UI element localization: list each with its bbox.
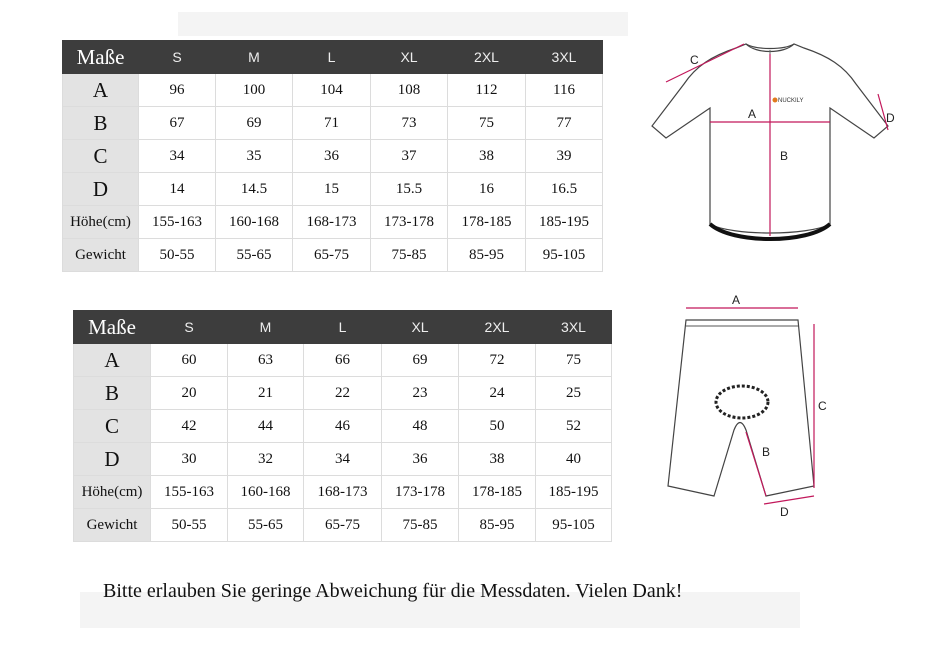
shorts-cell: 155-163: [151, 476, 228, 509]
jersey-row: [63, 239, 603, 272]
jersey-label-c: C: [690, 53, 699, 67]
jersey-size-l: L: [293, 41, 371, 74]
shorts-label-c: C: [818, 399, 827, 413]
shorts-cell: 95-105: [536, 509, 612, 542]
jersey-cell: 77: [526, 107, 603, 140]
jersey-cell: 95-105: [526, 239, 603, 272]
shorts-cell: 30: [151, 443, 228, 476]
shorts-cell: 173-178: [382, 476, 459, 509]
shorts-size-3xl: 3XL: [536, 311, 612, 344]
shorts-cell: 48: [382, 410, 459, 443]
jersey-label-d: D: [886, 111, 895, 125]
jersey-measure-lines: [666, 44, 888, 236]
jersey-cell: 16: [448, 173, 526, 206]
shorts-cell: 50: [459, 410, 536, 443]
jersey-cell: 15: [293, 173, 371, 206]
shorts-cell: 52: [536, 410, 612, 443]
jersey-row: [63, 107, 603, 140]
jersey-cell: 85-95: [448, 239, 526, 272]
shorts-size-xl: XL: [382, 311, 459, 344]
shorts-size-table: [73, 310, 612, 542]
jersey-row: [63, 140, 603, 173]
top-shade: [178, 12, 628, 36]
jersey-row-label: A: [63, 74, 139, 107]
shorts-cell: 21: [228, 377, 304, 410]
jersey-row-label: D: [63, 173, 139, 206]
shorts-measure-lines: [686, 308, 814, 504]
jersey-row-label: Gewicht: [63, 239, 139, 272]
shorts-row: [74, 410, 612, 443]
shorts-cell: 65-75: [304, 509, 382, 542]
jersey-cell: 160-168: [216, 206, 293, 239]
jersey-cell: 116: [526, 74, 603, 107]
shorts-row-label: A: [74, 344, 151, 377]
jersey-cell: 108: [371, 74, 448, 107]
jersey-row: [63, 206, 603, 239]
shorts-cell: 75: [536, 344, 612, 377]
jersey-row-label: Höhe(cm): [63, 206, 139, 239]
shorts-table-body: [74, 344, 612, 542]
shorts-header-row: [74, 311, 612, 344]
jersey-cell: 173-178: [371, 206, 448, 239]
shorts-corner-label: Maße: [74, 311, 151, 344]
jersey-size-3xl: 3XL: [526, 41, 603, 74]
jersey-header-row: [63, 41, 603, 74]
jersey-size-2xl: 2XL: [448, 41, 526, 74]
jersey-row: [63, 173, 603, 206]
jersey-cell: 75-85: [371, 239, 448, 272]
jersey-cell: 71: [293, 107, 371, 140]
shorts-row-label: Höhe(cm): [74, 476, 151, 509]
shorts-cell: 36: [382, 443, 459, 476]
shorts-cell: 22: [304, 377, 382, 410]
shorts-cell: 32: [228, 443, 304, 476]
shorts-cell: 25: [536, 377, 612, 410]
jersey-label-b: B: [780, 149, 789, 163]
shorts-size-l: L: [304, 311, 382, 344]
shorts-cell: 20: [151, 377, 228, 410]
shorts-cell: 50-55: [151, 509, 228, 542]
shorts-diagram: [662, 290, 852, 520]
jersey-cell: 14: [139, 173, 216, 206]
shorts-cell: 40: [536, 443, 612, 476]
shorts-label-d: D: [780, 505, 789, 519]
jersey-cell: 16.5: [526, 173, 603, 206]
jersey-row-label: B: [63, 107, 139, 140]
shorts-row: [74, 443, 612, 476]
shorts-cell: 72: [459, 344, 536, 377]
shorts-cell: 44: [228, 410, 304, 443]
shorts-outline: [668, 320, 814, 496]
jersey-row: [63, 74, 603, 107]
shorts-cell: 60: [151, 344, 228, 377]
shorts-cell: 63: [228, 344, 304, 377]
jersey-cell: 75: [448, 107, 526, 140]
jersey-cell: 36: [293, 140, 371, 173]
jersey-cell: 55-65: [216, 239, 293, 272]
shorts-cell: 85-95: [459, 509, 536, 542]
shorts-cell: 38: [459, 443, 536, 476]
shorts-cell: 178-185: [459, 476, 536, 509]
shorts-row: [74, 476, 612, 509]
jersey-label-a: A: [748, 107, 757, 121]
shorts-row-label: Gewicht: [74, 509, 151, 542]
jersey-cell: 155-163: [139, 206, 216, 239]
jersey-cell: 15.5: [371, 173, 448, 206]
shorts-cell: 66: [304, 344, 382, 377]
jersey-cell: 37: [371, 140, 448, 173]
measurement-note: Bitte erlauben Sie geringe Abweichung für die Messdaten. Vielen Dank!: [103, 580, 683, 602]
jersey-diagram: [648, 30, 908, 260]
shorts-cell: 185-195: [536, 476, 612, 509]
shorts-cell: 46: [304, 410, 382, 443]
jersey-cell: 35: [216, 140, 293, 173]
jersey-cell: 65-75: [293, 239, 371, 272]
jersey-size-m: M: [216, 41, 293, 74]
jersey-cell: 50-55: [139, 239, 216, 272]
jersey-size-table: [62, 40, 603, 272]
jersey-cell: 39: [526, 140, 603, 173]
jersey-cell: 112: [448, 74, 526, 107]
jersey-cell: 185-195: [526, 206, 603, 239]
jersey-cell: 100: [216, 74, 293, 107]
shorts-cell: 75-85: [382, 509, 459, 542]
shorts-label-a: A: [732, 293, 741, 307]
jersey-size-s: S: [139, 41, 216, 74]
jersey-cell: 178-185: [448, 206, 526, 239]
shorts-cell: 34: [304, 443, 382, 476]
jersey-cell: 73: [371, 107, 448, 140]
shorts-size-2xl: 2XL: [459, 311, 536, 344]
jersey-cell: 67: [139, 107, 216, 140]
jersey-cell: 104: [293, 74, 371, 107]
jersey-corner-label: Maße: [63, 41, 139, 74]
shorts-cell: 55-65: [228, 509, 304, 542]
shorts-cell: 42: [151, 410, 228, 443]
shorts-row-label: D: [74, 443, 151, 476]
shorts-row: [74, 509, 612, 542]
jersey-cell: 96: [139, 74, 216, 107]
shorts-row: [74, 377, 612, 410]
shorts-label-b: B: [762, 445, 771, 459]
shorts-row: [74, 344, 612, 377]
jersey-table-body: [63, 74, 603, 272]
jersey-cell: 34: [139, 140, 216, 173]
shorts-row-label: C: [74, 410, 151, 443]
shorts-cell: 23: [382, 377, 459, 410]
jersey-logo-icon: [773, 98, 778, 103]
jersey-cell: 38: [448, 140, 526, 173]
jersey-row-label: C: [63, 140, 139, 173]
jersey-size-xl: XL: [371, 41, 448, 74]
jersey-cell: 168-173: [293, 206, 371, 239]
shorts-size-s: S: [151, 311, 228, 344]
shorts-cell: 168-173: [304, 476, 382, 509]
shorts-cell: 24: [459, 377, 536, 410]
shorts-cell: 69: [382, 344, 459, 377]
shorts-cell: 160-168: [228, 476, 304, 509]
jersey-logo-text: NUCKILY: [778, 98, 804, 104]
jersey-cell: 69: [216, 107, 293, 140]
shorts-size-m: M: [228, 311, 304, 344]
jersey-cell: 14.5: [216, 173, 293, 206]
shorts-row-label: B: [74, 377, 151, 410]
